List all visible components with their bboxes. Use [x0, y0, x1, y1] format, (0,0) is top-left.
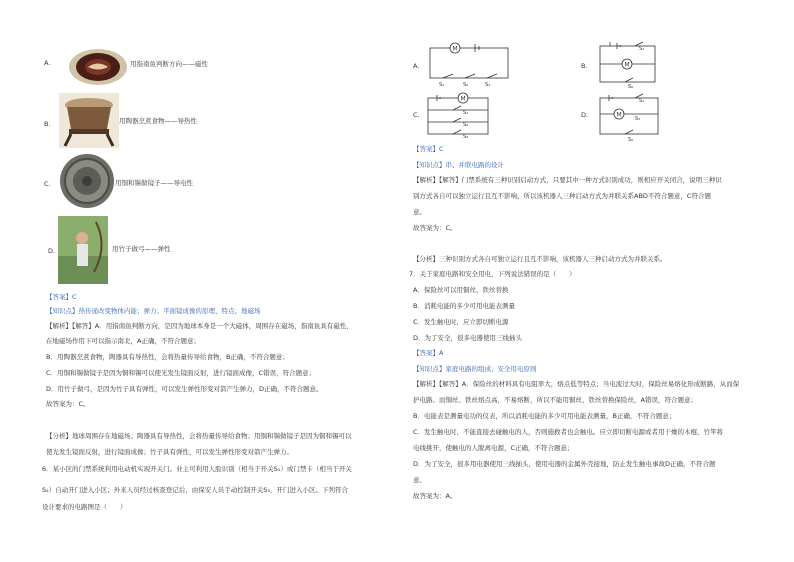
- motor-symbol: M: [616, 111, 622, 119]
- motor-symbol: M: [460, 95, 466, 103]
- analysis-line: B．用陶器烹煮食物，陶器具有导热性，会将热量传导给食物，B正确，不符合题意；: [46, 353, 289, 361]
- switch-label: S₂: [463, 82, 469, 88]
- switch-label: S₁: [639, 46, 645, 52]
- motor-symbol: M: [624, 61, 630, 69]
- circuit-b-label: B.: [581, 62, 588, 70]
- analysis-line: 故答案为：C。: [413, 224, 457, 232]
- switch-label: S₁: [639, 98, 645, 104]
- q7-option: C．发生触电时，应立即切断电源: [413, 318, 509, 326]
- q6-line: 6．某小区的门禁系统利用电动机实现开关门。业主可利用人脸识别（相当于开关S₁）或门禁卡（相当于开关: [42, 465, 352, 473]
- analysis-line: 【解析】【解答】门禁系统有三种识别启动方式，只要其中一种方式识别成功，则相应开关闭合，说明三种识: [413, 176, 722, 184]
- fish-bowl-image: [68, 48, 128, 86]
- pottery-image: [59, 93, 119, 148]
- analysis2-line: D．为了安全，很多用电器使用三线插头，使用电器的金属外壳接地，防止发生触电事故D正确，不符合题: [413, 460, 716, 468]
- switch-label: S₃: [635, 116, 641, 122]
- switch-label: S₂: [628, 84, 634, 90]
- option-d-text: 用竹子做弓——弹性: [112, 245, 171, 253]
- fenxi-line: 【分析】地球周围存在地磁场；陶器具有导热性，会将热量传导给食物；用铜和锡做镜子是因为铜和锡可以: [46, 432, 352, 440]
- option-c-letter: C.: [44, 180, 51, 188]
- option-d-letter: D.: [48, 247, 56, 255]
- fenxi-q6: 【分析】三种识别方式各自可独立运行且互不影响，该机器人三种启动方式为并联关系。: [413, 255, 667, 263]
- fenxi-line: 使光发生镜面反射，进行镜面成像；竹子具有弹性，可以发生弹性形变对箭产生弹力。: [46, 448, 293, 456]
- analysis2-line: 电线挑开，使触电的人脱离电源，C正确，不符合题意；: [413, 444, 574, 452]
- switch-label: S₂: [628, 137, 634, 142]
- analysis2-line: 意。: [413, 476, 426, 484]
- analysis-line: 故答案为：C。: [46, 400, 90, 408]
- option-c-text: 用铜和锡做镜子——导电性: [115, 179, 193, 187]
- q6-line: S₂）自动开门进入小区；外来人员经过核查登记后，由保安人员手动控制开关S₃，开门进入小区。下列符合: [42, 486, 348, 494]
- circuit-c-diagram: [423, 90, 495, 140]
- knowledge-q7: 【知识点】家庭电路的组成；安全用电原则: [413, 365, 537, 373]
- option-a-text: 用指南鱼判断方向——磁性: [130, 60, 208, 68]
- analysis-line: 在地磁场作用下可以指示南北，A正确，不符合题意；: [46, 337, 200, 345]
- answer-q7: 【答案】A: [413, 349, 444, 357]
- circuit-b-diagram: [595, 38, 665, 90]
- knowledge-q5: 【知识点】热传递改变物体内能；弹力；平面镜成像的原理、特点；地磁场: [46, 307, 261, 315]
- answer-q6: 【答案】C: [413, 145, 444, 153]
- switch-label: S₁: [439, 82, 445, 88]
- analysis-line: C．用铜和锡做镜子是因为铜和锡可以使光发生镜面反射，进行镜面成像，C错误，符合题意；: [46, 369, 316, 377]
- option-b-text: 用陶器烹煮食物——导热性: [119, 117, 197, 125]
- analysis2-line: 故答案为：A。: [413, 492, 457, 500]
- motor-symbol: M: [452, 45, 458, 53]
- q7-option: D．为了安全，很多电器使用三线插头: [413, 334, 523, 342]
- q7-option: B．消耗电能的多少可用电能表测量: [413, 302, 515, 310]
- analysis2-line: C．发生触电时，不能直接去碰触电的人，否则施救者也会触电。应立即切断电源或者用干燥的木棍、竹竿将: [413, 428, 724, 436]
- switch-label: S₁: [463, 110, 469, 116]
- bronze-mirror-image: [59, 153, 115, 209]
- q6-line: 设计要求的电路图是（ ）: [42, 503, 127, 511]
- analysis-line: 别方式各自可以独立运行且互不影响，所以该机器人三种启动方式为并联关系ABD不符合题意，C符合题: [413, 192, 711, 200]
- option-b-letter: B.: [44, 120, 51, 128]
- circuit-a-label: A.: [413, 62, 420, 70]
- option-a-letter: A.: [44, 59, 51, 67]
- analysis-line: 【解析】【解答】A．用指南鱼判断方向，是因为地球本身是一个大磁体，周围存在磁场，指南鱼具有磁性，: [46, 322, 353, 330]
- circuit-d-label: D.: [581, 111, 589, 119]
- q7-stem: 7．关于家庭电路和安全用电，下列说法错误的是（ ）: [409, 270, 576, 278]
- knowledge-q6: 【知识点】串、并联电路的设计: [413, 161, 504, 169]
- analysis2-line: B．电能表是测量电功的仪表，所以消耗电能的多少可用电能表测量，B正确，不符合题意；: [413, 412, 676, 420]
- bow-archer-image: [58, 216, 108, 284]
- analysis2-line: 护电路。而铜丝、铁丝熔点高，不易熔断，所以不能用铜丝、铁丝替换保险丝，A错误，符合题意；: [413, 396, 697, 404]
- analysis2-line: 【解析】【解答】A．保险丝的材料具有电阻率大，熔点低等特点；当电流过大时，保险丝易熔化形成断路，从而保: [413, 380, 740, 388]
- analysis-line: 意。: [413, 208, 426, 216]
- switch-label: S₂: [463, 122, 469, 128]
- circuit-d-diagram: [595, 90, 667, 142]
- switch-label: S₃: [485, 82, 491, 88]
- answer-q5: 【答案】C: [46, 293, 77, 301]
- switch-label: S₃: [463, 134, 469, 140]
- q7-option: A．保险丝可以用铜丝、铁丝替换: [413, 286, 509, 294]
- circuit-a-diagram: [425, 38, 515, 90]
- circuit-c-label: C.: [413, 111, 420, 119]
- analysis-line: D．用竹子做弓，是因为竹子具有弹性，可以发生弹性形变对箭产生弹力，D正确，不符合题意。: [46, 385, 323, 393]
